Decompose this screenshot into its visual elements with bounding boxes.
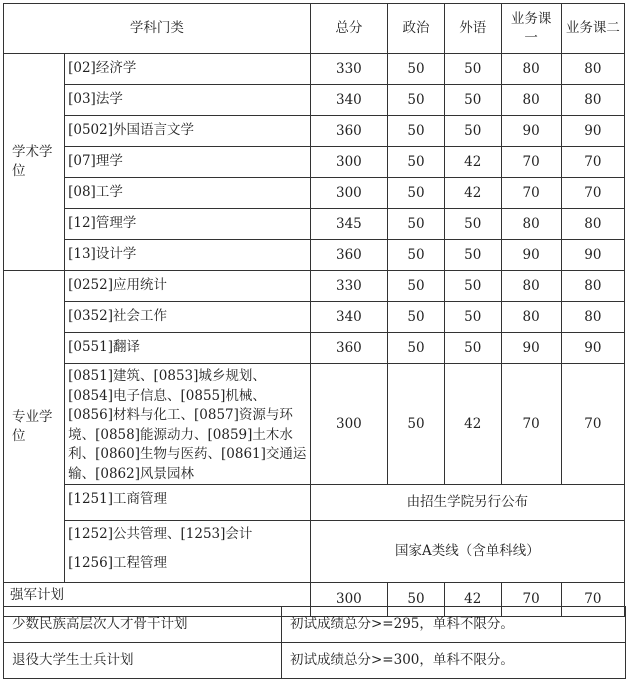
row-name: [13]设计学 — [65, 240, 311, 271]
cell-total: 360 — [310, 333, 387, 364]
cell-politics: 50 — [388, 85, 445, 116]
table-row — [4, 643, 626, 679]
cell-politics: 50 — [388, 178, 445, 209]
pub-name-2: [1256]工程管理 — [68, 555, 167, 571]
row-name: [08]工学 — [65, 178, 311, 209]
minority-label: 少数民族高层次人才骨干计划 — [4, 607, 282, 643]
pub-name-1: [1252]公共管理、[1253]会计 — [68, 526, 253, 542]
cell-major2: 70 — [561, 147, 624, 178]
mba-note: 由招生学院另行公布 — [310, 485, 624, 521]
table-row — [4, 85, 625, 116]
veteran-label: 退役大学生士兵计划 — [4, 643, 282, 679]
header-total: 总分 — [310, 4, 387, 54]
cell-foreign: 50 — [444, 85, 501, 116]
cell-major1: 70 — [501, 583, 561, 617]
cell-politics: 50 — [388, 116, 445, 147]
cell-foreign: 50 — [444, 271, 501, 302]
cell-foreign: 50 — [444, 54, 501, 85]
cell-major1: 70 — [501, 147, 561, 178]
cell-major1: 80 — [501, 302, 561, 333]
cell-major1: 80 — [501, 54, 561, 85]
cell-major2: 80 — [561, 54, 624, 85]
cell-major2: 80 — [561, 209, 624, 240]
cell-major2: 90 — [561, 116, 624, 147]
cell-foreign: 50 — [444, 302, 501, 333]
table-row — [4, 178, 625, 209]
cell-major2: 80 — [561, 85, 624, 116]
cell-total: 345 — [310, 209, 387, 240]
header-category: 学科门类 — [4, 4, 311, 54]
cell-foreign: 50 — [444, 209, 501, 240]
cell-politics: 50 — [388, 271, 445, 302]
header-row — [4, 4, 625, 54]
cell-total: 300 — [310, 364, 387, 485]
table-row — [4, 485, 625, 521]
cell-politics: 50 — [388, 333, 445, 364]
cell-politics: 50 — [388, 583, 445, 617]
row-name: [1251]工商管理 — [65, 485, 311, 521]
cell-foreign: 50 — [444, 333, 501, 364]
cell-major2: 90 — [561, 240, 624, 271]
cell-major2: 70 — [561, 583, 624, 617]
header-foreign: 外语 — [444, 4, 501, 54]
table-row — [4, 209, 625, 240]
strong-army-label: 强军计划 — [4, 583, 311, 617]
cell-foreign: 42 — [444, 364, 501, 485]
cell-total: 340 — [310, 302, 387, 333]
table-row — [4, 364, 625, 485]
cell-politics: 50 — [388, 147, 445, 178]
row-name-pub — [65, 521, 311, 583]
table-row — [4, 521, 625, 583]
header-major2: 业务课二 — [561, 4, 624, 54]
cell-politics: 50 — [388, 240, 445, 271]
table-row — [4, 333, 625, 364]
row-name: [07]理学 — [65, 147, 311, 178]
pub-note: 国家A类线（含单科线） — [310, 521, 624, 583]
cell-major2: 70 — [561, 364, 624, 485]
table-row — [4, 607, 626, 643]
table-row — [4, 271, 625, 302]
cell-major1: 90 — [501, 333, 561, 364]
cell-major2: 70 — [561, 178, 624, 209]
header-politics: 政治 — [388, 4, 445, 54]
table-row — [4, 302, 625, 333]
cell-politics: 50 — [388, 302, 445, 333]
academic-label: 学术学位 — [4, 54, 65, 271]
header-major1: 业务课一 — [501, 4, 561, 54]
row-name: [02]经济学 — [65, 54, 311, 85]
cell-major1: 90 — [501, 240, 561, 271]
cell-total: 300 — [310, 178, 387, 209]
plan-table — [3, 606, 626, 679]
table-row — [4, 116, 625, 147]
cell-major1: 80 — [501, 85, 561, 116]
row-name: [12]管理学 — [65, 209, 311, 240]
cell-total: 360 — [310, 240, 387, 271]
cell-politics: 50 — [388, 54, 445, 85]
table-row — [4, 54, 625, 85]
row-name-multi: [0851]建筑、[0853]城乡规划、[0854]电子信息、[0855]机械、[0856]材料与化工、[0857]资源与环境、[0858]能源动力、[0859]土木水利、[0860]生物与医药、[0861]交通运输、[0862]风景园林 — [65, 364, 311, 485]
cell-total: 300 — [310, 583, 387, 617]
cell-total: 340 — [310, 85, 387, 116]
cell-foreign: 42 — [444, 178, 501, 209]
row-name: [0252]应用统计 — [65, 271, 311, 302]
row-name: [0502]外国语言文学 — [65, 116, 311, 147]
professional-label: 专业学位 — [4, 271, 65, 583]
minority-note: 初试成绩总分>=295，单科不限分。 — [282, 607, 626, 643]
cell-total: 330 — [310, 271, 387, 302]
score-table — [3, 3, 625, 617]
row-name: [0551]翻译 — [65, 333, 311, 364]
cell-major1: 70 — [501, 364, 561, 485]
cell-total: 300 — [310, 147, 387, 178]
cell-major2: 80 — [561, 302, 624, 333]
row-name: [0352]社会工作 — [65, 302, 311, 333]
cell-total: 330 — [310, 54, 387, 85]
cell-foreign: 42 — [444, 147, 501, 178]
cell-politics: 50 — [388, 209, 445, 240]
cell-politics: 50 — [388, 364, 445, 485]
cell-foreign: 42 — [444, 583, 501, 617]
cell-foreign: 50 — [444, 116, 501, 147]
cell-major2: 90 — [561, 333, 624, 364]
cell-major1: 90 — [501, 116, 561, 147]
cell-major1: 70 — [501, 178, 561, 209]
cell-total: 360 — [310, 116, 387, 147]
cell-major1: 80 — [501, 271, 561, 302]
table-row — [4, 240, 625, 271]
cell-foreign: 50 — [444, 240, 501, 271]
table-row — [4, 147, 625, 178]
cell-major2: 80 — [561, 271, 624, 302]
veteran-note: 初试成绩总分>=300，单科不限分。 — [282, 643, 626, 679]
row-name: [03]法学 — [65, 85, 311, 116]
cell-major1: 80 — [501, 209, 561, 240]
